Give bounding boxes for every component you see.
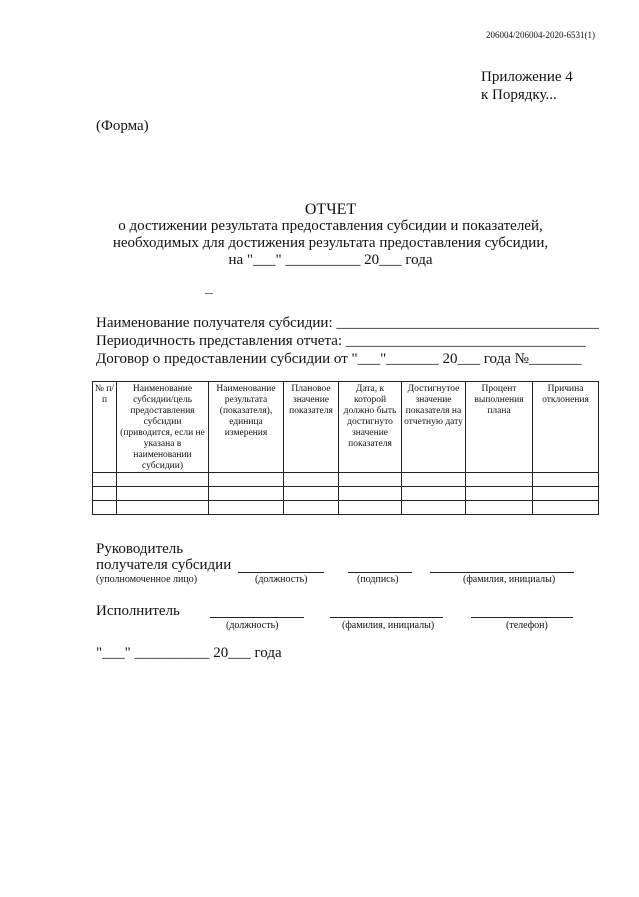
header-target-date: Дата, к которой должно быть достигнуто значение показателя xyxy=(339,382,402,473)
header-planned-value: Плановое значение показателя xyxy=(284,382,339,473)
table-cell[interactable] xyxy=(402,473,466,487)
recipient-info xyxy=(96,314,599,368)
executor-name-line xyxy=(330,617,443,618)
executor-position-line xyxy=(210,617,304,618)
table-cell[interactable] xyxy=(339,473,402,487)
executor-name-caption: (фамилия, инициалы) xyxy=(342,620,435,631)
name-caption: (фамилия, инициалы) xyxy=(463,574,556,585)
table-cell[interactable] xyxy=(533,501,599,515)
title-heading: ОТЧЕТ xyxy=(304,201,357,218)
executor-label: Исполнитель xyxy=(96,603,180,619)
recipient-name-line: Наименование получателя субсидии: ___________________________________ xyxy=(96,315,599,331)
table-row xyxy=(93,487,599,501)
table-cell[interactable] xyxy=(402,487,466,501)
document-id: 206004/206004-2020-6531(1) xyxy=(486,30,595,40)
signature-line xyxy=(348,572,412,573)
table-row xyxy=(93,501,599,515)
header-completion-percent: Процент выполнения плана xyxy=(466,382,533,473)
table-cell[interactable] xyxy=(533,487,599,501)
appendix-note xyxy=(481,68,573,104)
table-cell[interactable] xyxy=(339,487,402,501)
table-row xyxy=(93,473,599,487)
table-cell[interactable] xyxy=(284,501,339,515)
form-label: (Форма) xyxy=(96,118,149,134)
periodicity-line: Периодичность представления отчета: ________________________________ xyxy=(96,333,586,349)
header-number: № п/п xyxy=(93,382,117,473)
header-achieved-value: Достигнутое значение показателя на отчетную дату xyxy=(402,382,466,473)
name-line xyxy=(430,572,574,573)
report-title xyxy=(0,201,639,269)
report-table xyxy=(92,381,599,515)
table-cell[interactable] xyxy=(284,473,339,487)
table-cell[interactable] xyxy=(284,487,339,501)
table-cell[interactable] xyxy=(209,473,284,487)
table-cell[interactable] xyxy=(93,473,117,487)
table-cell[interactable] xyxy=(209,487,284,501)
table-header-row xyxy=(93,382,599,473)
title-line-1: о достижении результата предоставления субсидии и показателей, xyxy=(118,218,543,234)
executor-position-caption: (должность) xyxy=(226,620,279,631)
date-line: "___" __________ 20___ года xyxy=(96,645,282,661)
table-cell[interactable] xyxy=(466,487,533,501)
table-cell[interactable] xyxy=(117,501,209,515)
executor-phone-line xyxy=(471,617,573,618)
title-line-2: необходимых для достижения результата предоставления субсидии, xyxy=(112,235,549,251)
table-cell[interactable] xyxy=(466,473,533,487)
position-caption: (должность) xyxy=(255,574,308,585)
table-cell[interactable] xyxy=(209,501,284,515)
scan-mark xyxy=(205,293,213,294)
table-cell[interactable] xyxy=(466,501,533,515)
table-cell[interactable] xyxy=(402,501,466,515)
table-cell[interactable] xyxy=(93,501,117,515)
position-line xyxy=(238,572,324,573)
signature-caption: (подпись) xyxy=(357,574,399,585)
appendix-line-2: к Порядку... xyxy=(481,87,557,103)
title-line-3: на "___" __________ 20___ года xyxy=(228,252,433,268)
table-cell[interactable] xyxy=(93,487,117,501)
header-result-name: Наименование результата (показателя), единица измерения xyxy=(209,382,284,473)
authorized-caption: (уполномоченное лицо) xyxy=(96,574,198,585)
table-cell[interactable] xyxy=(533,473,599,487)
table-cell[interactable] xyxy=(117,487,209,501)
appendix-line-1: Приложение 4 xyxy=(481,69,573,85)
head-label-line-2: получателя субсидии xyxy=(96,557,232,573)
head-label-line-1: Руководитель xyxy=(96,541,184,557)
executor-phone-caption: (телефон) xyxy=(506,620,548,631)
header-subsidy-name: Наименование субсидии/цель предоставления субсидии (приводится, если не указана в наименовании субсидии) xyxy=(117,382,209,473)
table-cell[interactable] xyxy=(117,473,209,487)
agreement-line: Договор о предоставлении субсидии от "___"_______ 20___ года №_______ xyxy=(96,351,582,367)
table-cell[interactable] xyxy=(339,501,402,515)
header-deviation-reason: Причина отклонения xyxy=(533,382,599,473)
